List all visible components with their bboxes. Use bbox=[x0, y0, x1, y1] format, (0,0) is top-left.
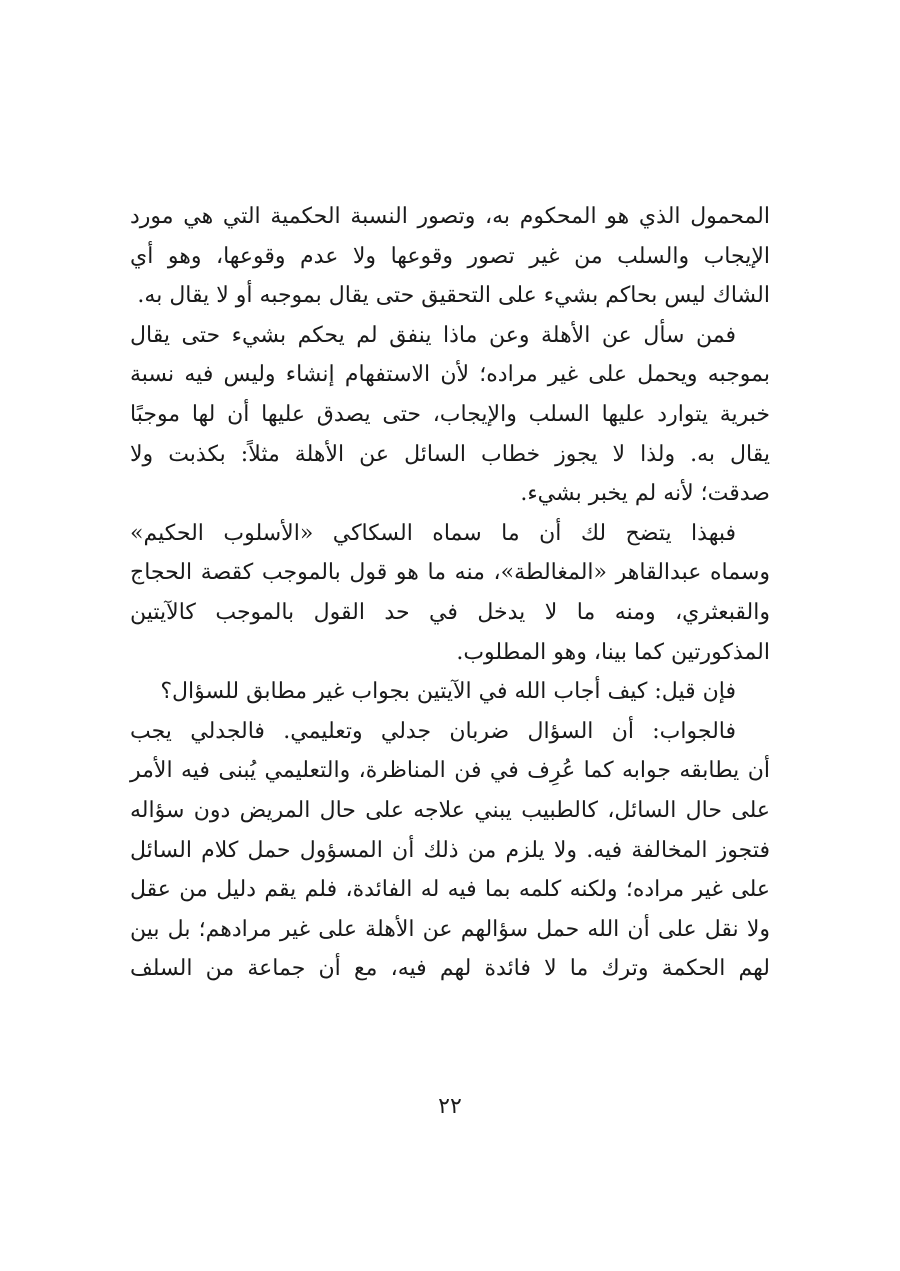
text-line: فتجوز المخالفة فيه. ولا يلزم من ذلك أن المسؤول حمل كلام السائل bbox=[130, 837, 770, 863]
text-line: لهم الحكمة وترك ما لا فائدة لهم فيه، مع أن جماعة من السلف bbox=[130, 956, 770, 982]
text-line: وسماه عبدالقاهر «المغالطة»، منه ما هو قول بالموجب كقصة الحجاج bbox=[130, 560, 770, 586]
body-text bbox=[130, 197, 770, 989]
paragraph-first-line: فالجواب: أن السؤال ضربان جدلي وتعليمي. فالجدلي يجب bbox=[130, 718, 736, 744]
text-line: والقبعثري، ومنه ما لا يدخل في حد القول بالموجب كالآيتين bbox=[130, 599, 770, 625]
page-number: ٢٢ bbox=[438, 1094, 462, 1119]
paragraph-first-line: فبهذا يتضح لك أن ما سماه السكاكي «الأسلوب الحكيم» bbox=[130, 520, 736, 546]
text-line: يقال به. ولذا لا يجوز خطاب السائل عن الأهلة مثلاً: بكذبت ولا bbox=[130, 441, 770, 467]
paragraph-last-line: المذكورتين كما بينا، وهو المطلوب. bbox=[456, 639, 770, 665]
text-line: على حال السائل، كالطبيب يبني علاجه على حال المريض دون سؤاله bbox=[130, 797, 770, 823]
paragraph-last-line: الشاك ليس بحاكم بشيء على التحقيق حتى يقال بموجبه أو لا يقال به. bbox=[137, 283, 770, 309]
paragraph-first-line: فمن سأل عن الأهلة وعن ماذا ينفق لم يحكم بشيء حتى يقال bbox=[130, 322, 736, 348]
text-line: بموجبه ويحمل على غير مراده؛ لأن الاستفهام إنشاء وليس فيه نسبة bbox=[130, 362, 770, 388]
text-line: الإيجاب والسلب من غير تصور وقوعها ولا عدم وقوعها، وهو أي bbox=[130, 243, 770, 269]
text-line: على غير مراده؛ ولكنه كلمه بما فيه له الفائدة، فلم يقم دليل من عقل bbox=[130, 877, 770, 903]
question-line: فإن قيل: كيف أجاب الله في الآيتين بجواب غير مطابق للسؤال؟ bbox=[160, 679, 736, 705]
text-line: خبرية يتوارد عليها السلب والإيجاب، حتى يصدق عليها أن لها موجبًا bbox=[130, 401, 770, 427]
text-line: المحمول الذي هو المحكوم به، وتصور النسبة الحكمية التي هي مورد bbox=[130, 204, 770, 229]
text-line: ولا نقل على أن الله حمل سؤالهم عن الأهلة على غير مرادهم؛ بل بين bbox=[130, 916, 770, 942]
paragraph-last-line: صدقت؛ لأنه لم يخبر بشيء. bbox=[520, 481, 770, 507]
text-line: أن يطابقه جوابه كما عُرِف في فن المناظرة، والتعليمي يُبنى فيه الأمر bbox=[130, 758, 770, 784]
